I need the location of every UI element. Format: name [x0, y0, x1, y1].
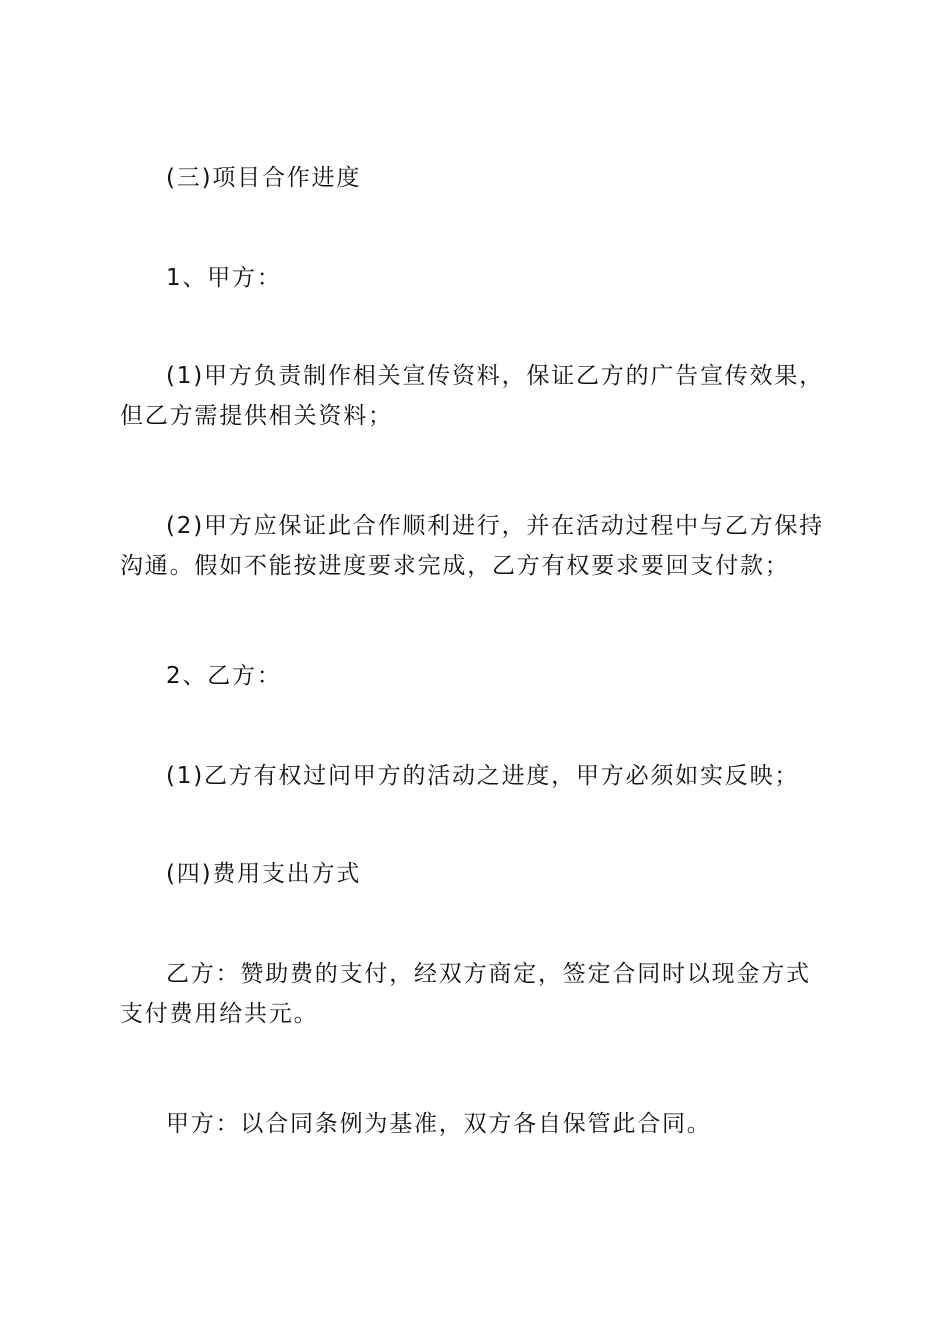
section-heading-payment: (四)费用支出方式	[166, 861, 362, 887]
party-b-clause-1: (1)乙方有权过问甲方的活动之进度，甲方必须如实反映；	[166, 763, 800, 789]
party-a-heading: 1、甲方：	[166, 265, 282, 291]
party-b-heading: 2、乙方：	[166, 663, 282, 689]
section-heading-progress: (三)项目合作进度	[166, 165, 362, 191]
party-a-clause-1: (1)甲方负责制作相关宣传资料，保证乙方的广告宣传效果，但乙方需提供相关资料；	[120, 363, 824, 429]
payment-clause-party-a: 甲方：以合同条例为基准，双方各自保管此合同。	[166, 1111, 712, 1137]
payment-clause-party-b: 乙方：赞助费的支付，经双方商定，签定合同时以现金方式支付费用给共元。	[120, 961, 811, 1027]
party-a-clause-2: (2)甲方应保证此合作顺利进行，并在活动过程中与乙方保持沟通。假如不能按进度要求完成，乙方有权要求要回支付款；	[120, 513, 824, 579]
